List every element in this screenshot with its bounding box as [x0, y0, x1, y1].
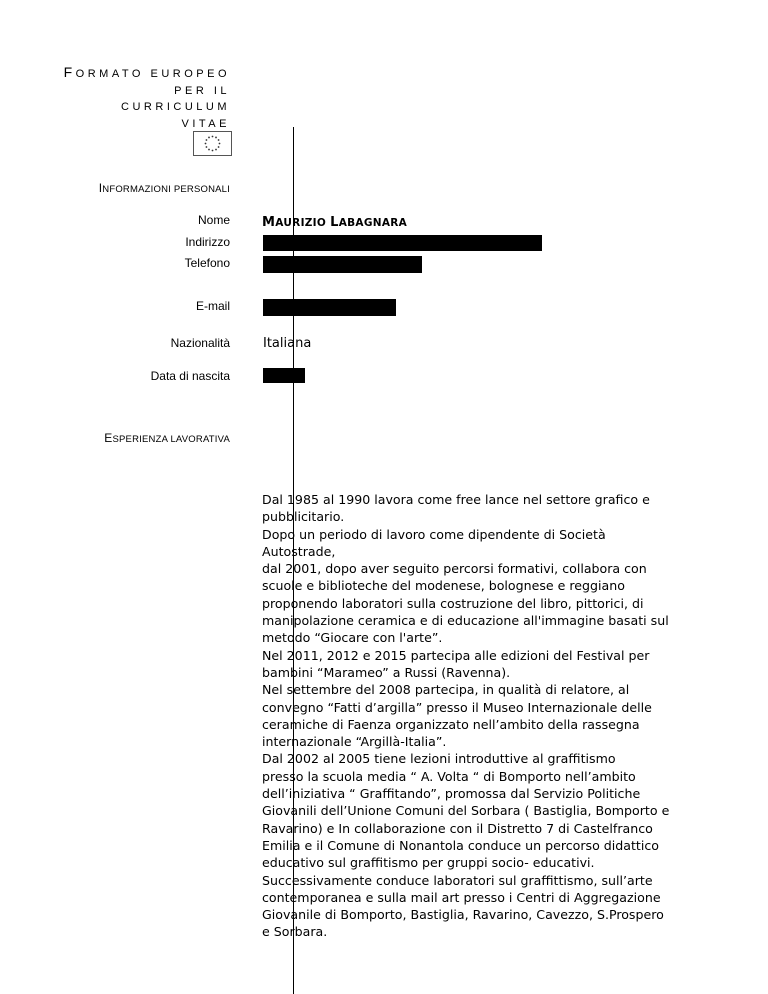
flag-star [218, 146, 220, 148]
experience-line: bambini “Marameo” a Russi (Ravenna). [262, 664, 511, 680]
experience-line: Emilia e il Comune di Nonantola conduce un percorso didattico [262, 837, 659, 853]
experience-line: e Sorbara. [262, 924, 328, 940]
experience-line: presso la scuola media “ A. Volta “ di Bomporto nell’ambito [262, 768, 636, 784]
flag-star [215, 149, 217, 151]
person-name: MAURIZIO LABAGNARA [262, 215, 408, 230]
experience-line: Dal 2002 al 2005 tiene lezioni introduttive al graffitismo [262, 751, 616, 767]
experience-line: Autostrade, [262, 543, 336, 559]
flag-star [212, 150, 214, 152]
birth-date-label: Data di nascita [150, 369, 230, 383]
flag-star [218, 139, 220, 141]
address-label: Indirizzo [185, 235, 230, 249]
nationality-label: Nazionalità [170, 336, 230, 350]
eu-flag-icon [193, 131, 232, 156]
experience-line: contemporanea e sulla mail art presso i Centri di Aggregazione [262, 889, 661, 905]
work-experience-text [262, 491, 670, 941]
experience-line: Successivamente conduce laboratori sul graffittismo, sull’arte [262, 872, 653, 888]
experience-line: Dal 1985 al 1990 lavora come free lance nel settore grafico e [262, 492, 650, 507]
experience-line: manipolazione ceramica e di educazione all'immagine basati sul [262, 613, 669, 629]
experience-line: pubblicitario. [262, 509, 345, 525]
nationality-value: Italiana [263, 336, 312, 351]
experience-line: educativo sul graffitismo per gruppi socio- educativi. [262, 855, 595, 871]
experience-line: metodo “Giocare con l'arte”. [262, 630, 443, 646]
experience-line: Giovanili dell’Unione Comuni del Sorbara ( Bastiglia, Bomporto e [262, 803, 670, 819]
flag-star [206, 146, 208, 148]
flag-star [208, 149, 210, 151]
header-line-2: PER IL CURRICULUM [121, 84, 230, 113]
experience-line: convegno “Fatti d’argilla” presso il Museo Internazionale delle [262, 699, 652, 715]
flag-star [205, 143, 207, 145]
experience-line: Nel 2011, 2012 e 2015 partecipa alle edizioni del Festival per [262, 647, 650, 663]
birth-date-redacted [263, 368, 305, 383]
experience-line: Ravarino) e In collaborazione con il Distretto 7 di Castelfranco [262, 820, 653, 836]
phone-label: Telefono [184, 256, 230, 270]
cv-format-header [60, 64, 230, 132]
experience-line: dell’iniziativa “ Graffitando”, promossa dal Servizio Politiche [262, 786, 641, 802]
flag-star [212, 136, 214, 138]
experience-line: Dopo un periodo di lavoro come dipendente di Società [262, 526, 606, 542]
experience-line: proponendo laboratori sulla costruzione del libro, pittorici, di [262, 595, 644, 611]
flag-star [206, 139, 208, 141]
experience-line: dal 2001, dopo aver seguito percorsi formativi, collabora con [262, 561, 647, 577]
header-line-1: FORMATO EUROPEO [63, 64, 230, 80]
section-personal-info: INFORMAZIONI PERSONALI [98, 181, 230, 195]
address-redacted [263, 235, 542, 251]
flag-star [219, 143, 221, 145]
experience-line: internazionale “Argillà-Italia”. [262, 734, 447, 750]
flag-star [208, 137, 210, 139]
header-line-3: VITAE [181, 117, 230, 130]
experience-line: ceramiche di Faenza organizzato nell’ambito della rassegna [262, 716, 640, 732]
name-label: Nome [197, 213, 230, 227]
experience-line: Nel settembre del 2008 partecipa, in qualità di relatore, al [262, 682, 630, 698]
phone-redacted [263, 256, 422, 273]
experience-line: scuole e biblioteche del modenese, bolognese e reggiano [262, 578, 625, 594]
section-work-experience: ESPERIENZA LAVORATIVA [104, 431, 230, 445]
email-redacted [263, 299, 396, 316]
email-label: E-mail [195, 299, 230, 313]
flag-star [215, 137, 217, 139]
experience-line: Giovanile di Bomporto, Bastiglia, Ravarino, Cavezzo, S.Prospero [262, 907, 664, 923]
